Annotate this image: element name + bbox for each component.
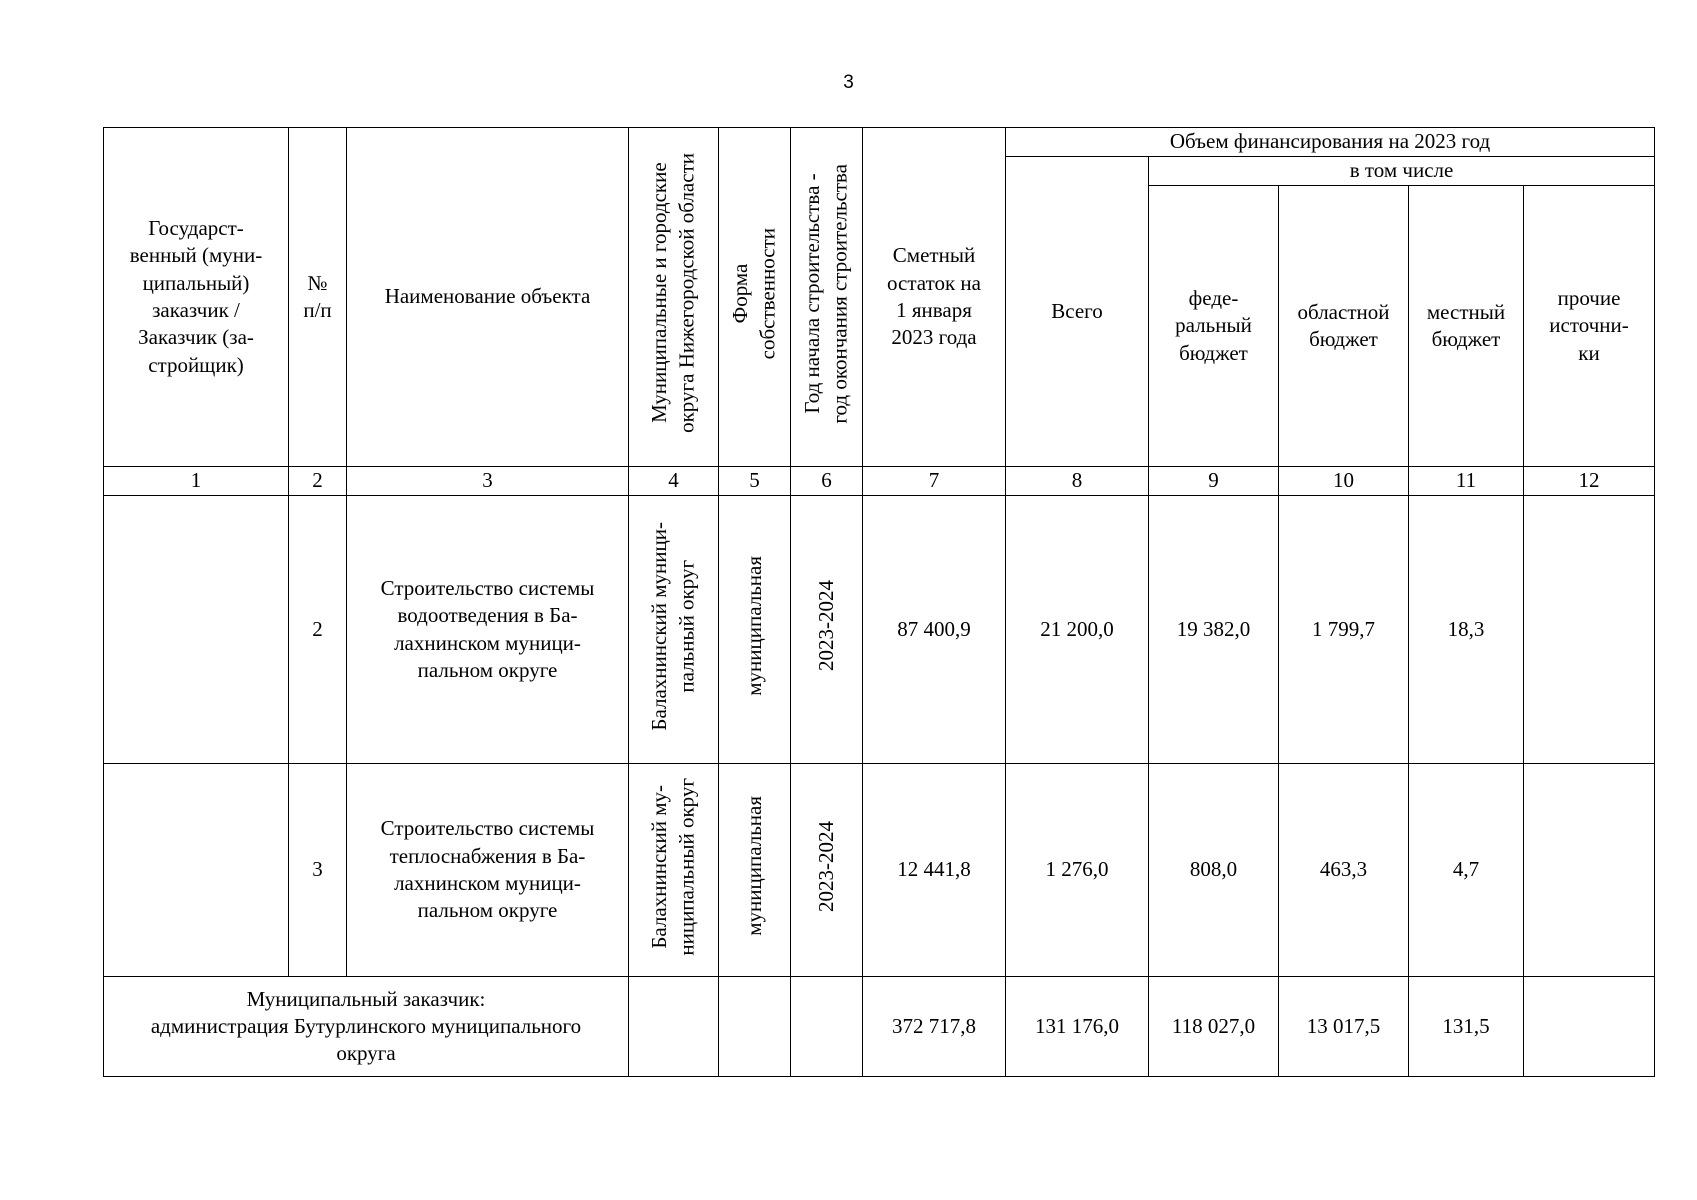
summary-years <box>791 977 863 1077</box>
column-number: 11 <box>1409 467 1524 496</box>
page-number: 3 <box>843 72 854 93</box>
column-number: 5 <box>719 467 791 496</box>
row-years: 2023-2024 <box>791 764 863 977</box>
row-customer <box>104 496 289 764</box>
column-number: 4 <box>629 467 719 496</box>
header-federal: феде- ральный бюджет <box>1149 186 1279 467</box>
header-total: Всего <box>1006 157 1149 467</box>
header-customer: Государст- венный (муни- ципальный) заказчик / Заказчик (за- стройщик) <box>104 128 289 467</box>
row-other <box>1524 496 1655 764</box>
column-number: 6 <box>791 467 863 496</box>
header-other: прочие источни- ки <box>1524 186 1655 467</box>
row-ownership: муниципальная <box>719 764 791 977</box>
column-number: 10 <box>1279 467 1409 496</box>
column-number: 2 <box>289 467 347 496</box>
summary-other <box>1524 977 1655 1077</box>
summary-total: 131 176,0 <box>1006 977 1149 1077</box>
row-estimate-balance: 87 400,9 <box>863 496 1006 764</box>
header-regional: областной бюджет <box>1279 186 1409 467</box>
summary-row <box>104 977 1655 1077</box>
column-number: 8 <box>1006 467 1149 496</box>
summary-municipality <box>629 977 719 1077</box>
header-municipality: Муниципальные и городские округа Нижегородской области <box>629 128 719 467</box>
row-regional: 1 799,7 <box>1279 496 1409 764</box>
row-total: 1 276,0 <box>1006 764 1149 977</box>
row-ownership: муниципальная <box>719 496 791 764</box>
funding-table <box>103 127 1655 1077</box>
column-number: 12 <box>1524 467 1655 496</box>
column-numbers-row <box>104 467 1655 496</box>
row-local: 4,7 <box>1409 764 1524 977</box>
summary-regional: 13 017,5 <box>1279 977 1409 1077</box>
row-estimate-balance: 12 441,8 <box>863 764 1006 977</box>
row-federal: 19 382,0 <box>1149 496 1279 764</box>
summary-estimate-balance: 372 717,8 <box>863 977 1006 1077</box>
row-years: 2023-2024 <box>791 496 863 764</box>
column-number: 3 <box>347 467 629 496</box>
column-number: 9 <box>1149 467 1279 496</box>
header-funding-group: Объем финансирования на 2023 год <box>1006 128 1655 157</box>
row-regional: 463,3 <box>1279 764 1409 977</box>
row-num: 2 <box>289 496 347 764</box>
summary-federal: 118 027,0 <box>1149 977 1279 1077</box>
header-num: № п/п <box>289 128 347 467</box>
row-municipality: Балахнинский муници- пальный округ <box>629 496 719 764</box>
row-num: 3 <box>289 764 347 977</box>
row-object-name: Строительство системы водоотведения в Ба- лахнинском муници- пальном округе <box>347 496 629 764</box>
row-federal: 808,0 <box>1149 764 1279 977</box>
header-ownership: Форма собственности <box>719 128 791 467</box>
header-years: Год начала строительства - год окончания строительства <box>791 128 863 467</box>
header-object-name: Наименование объекта <box>347 128 629 467</box>
row-customer <box>104 764 289 977</box>
table-row <box>104 496 1655 764</box>
column-number: 7 <box>863 467 1006 496</box>
summary-label: Муниципальный заказчик: администрация Бутурлинского муниципального округа <box>104 977 629 1077</box>
summary-ownership <box>719 977 791 1077</box>
summary-local: 131,5 <box>1409 977 1524 1077</box>
column-number: 1 <box>104 467 289 496</box>
row-municipality: Балахнинский му- ниципальный округ <box>629 764 719 977</box>
row-other <box>1524 764 1655 977</box>
table-row <box>104 764 1655 977</box>
header-estimate-balance: Сметный остаток на 1 января 2023 года <box>863 128 1006 467</box>
row-local: 18,3 <box>1409 496 1524 764</box>
row-object-name: Строительство системы теплоснабжения в Ба- лахнинском муници- пальном округе <box>347 764 629 977</box>
header-local: местный бюджет <box>1409 186 1524 467</box>
header-including: в том числе <box>1149 157 1655 186</box>
row-total: 21 200,0 <box>1006 496 1149 764</box>
